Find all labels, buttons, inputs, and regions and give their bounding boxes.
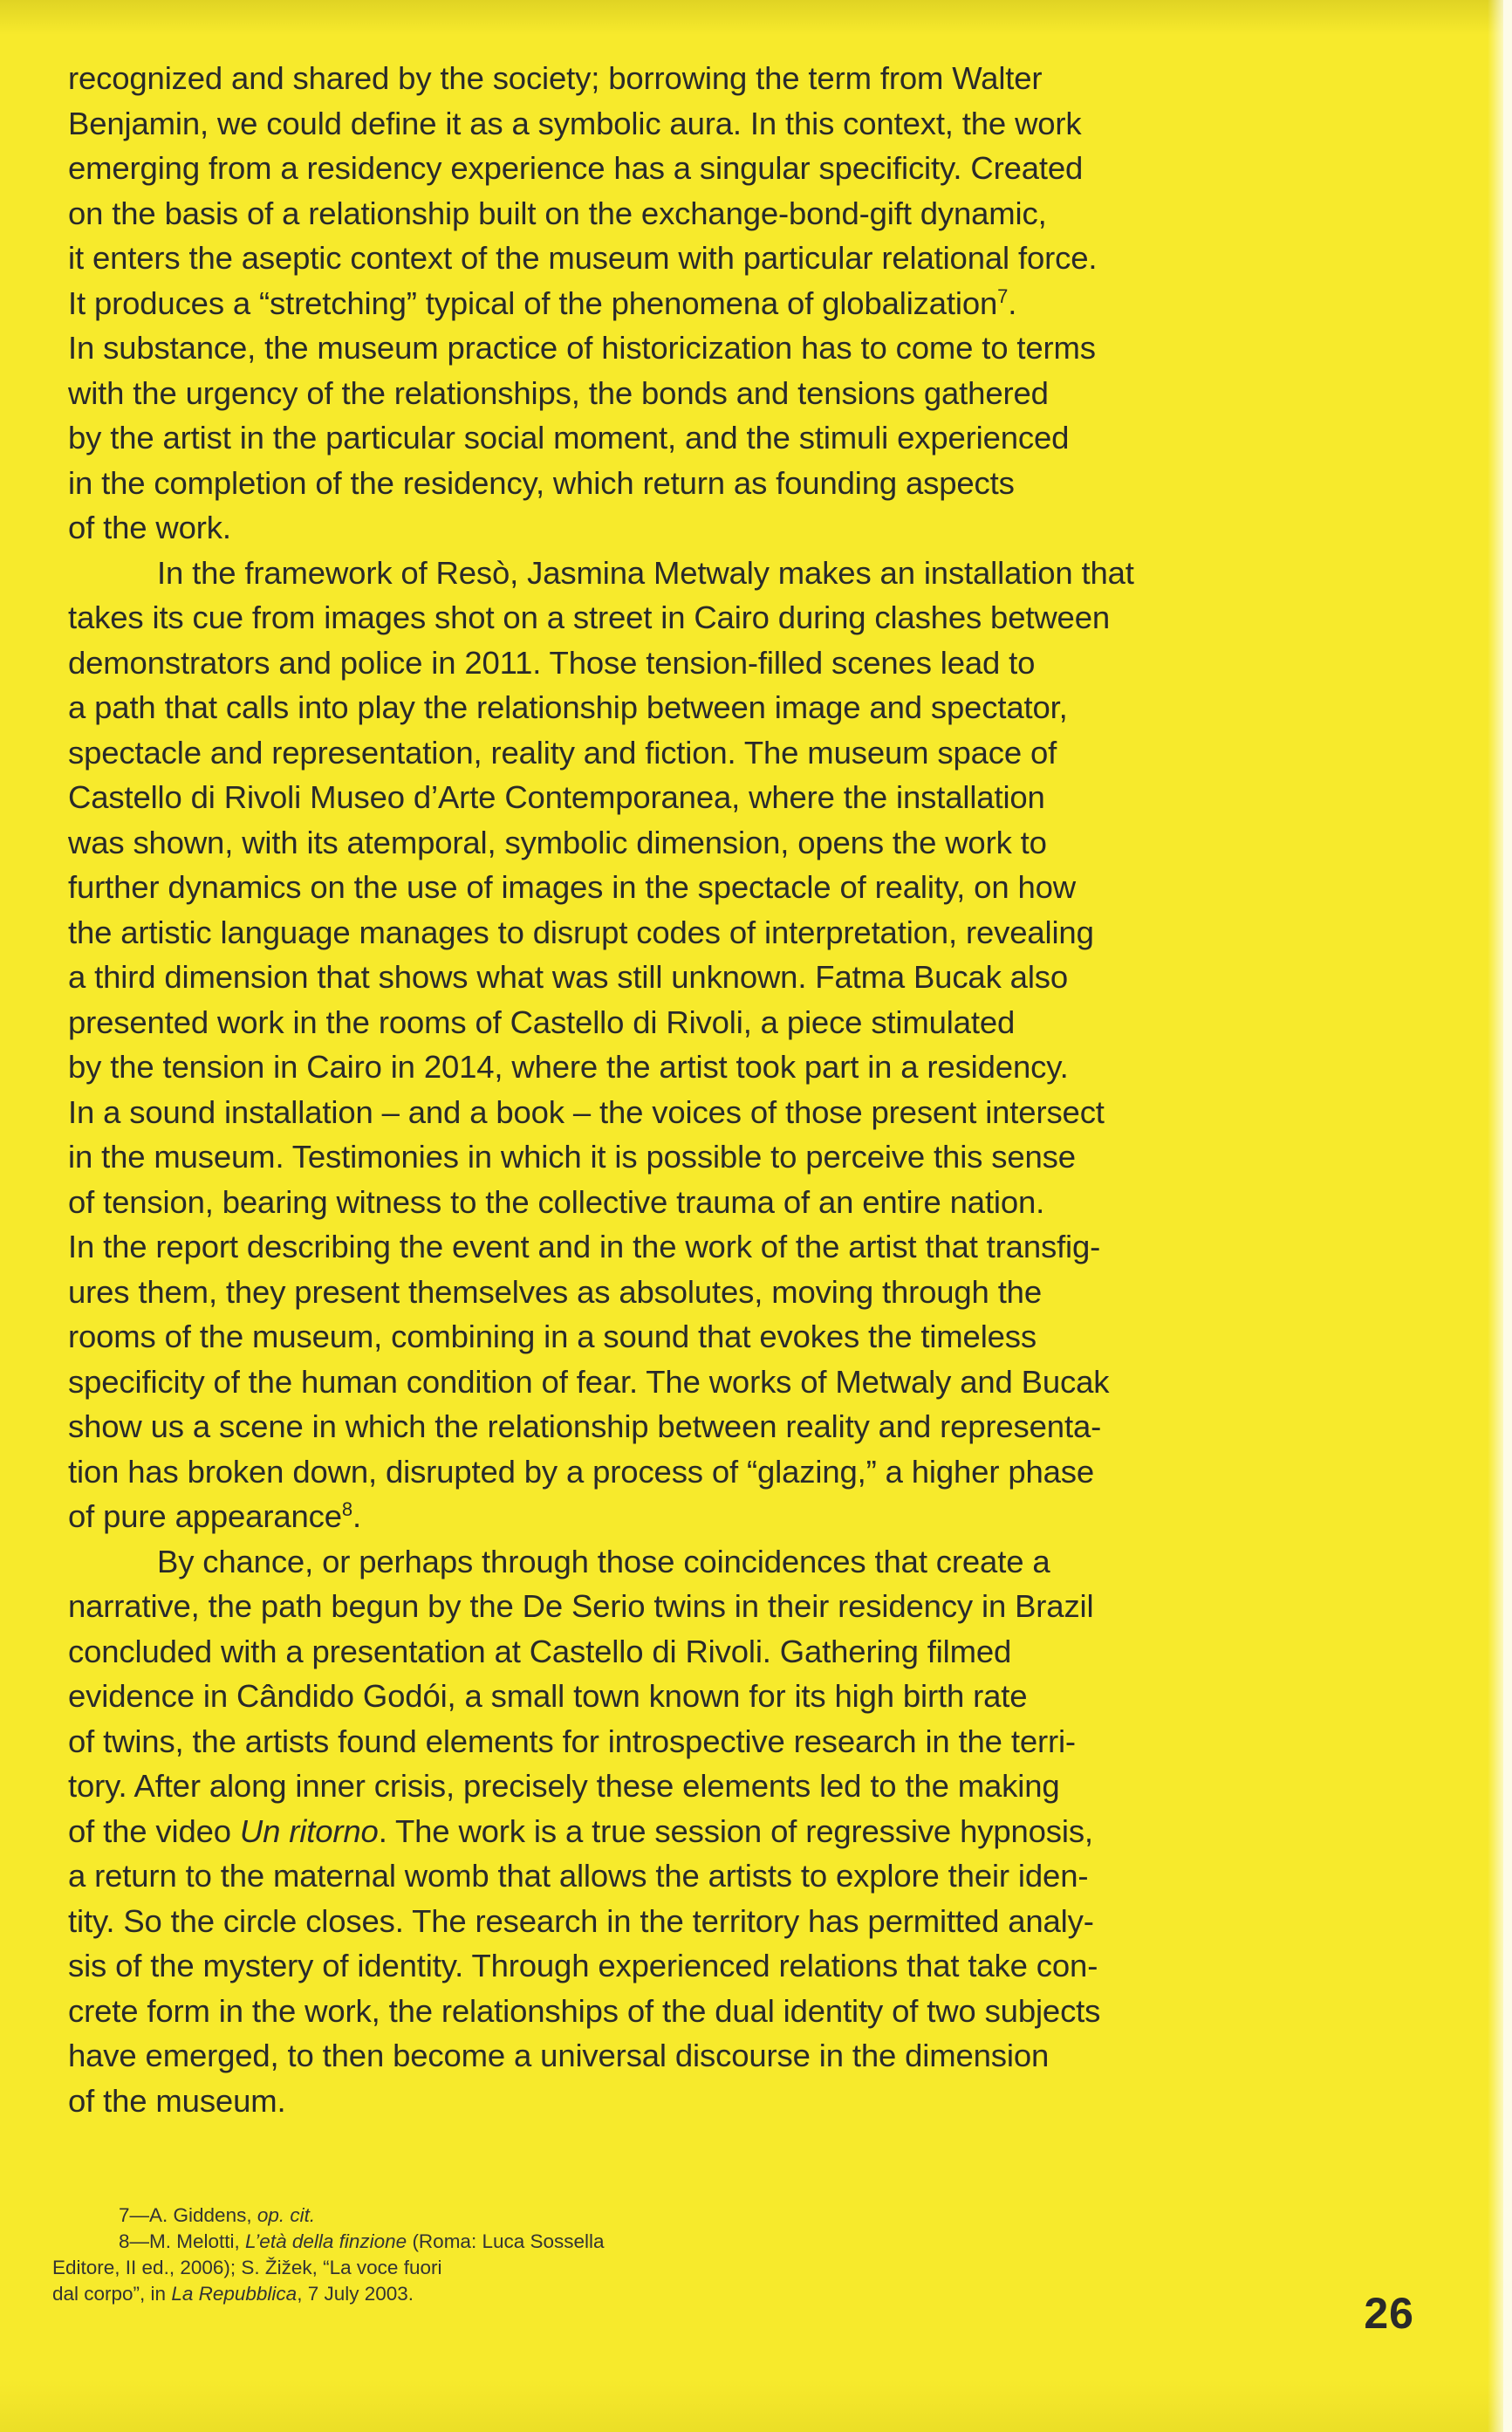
footnote-7 bbox=[52, 2203, 715, 2229]
footnote-italic: La Repubblica bbox=[171, 2283, 298, 2305]
body-line-text: of the video bbox=[68, 1812, 240, 1849]
footnote-italic: op. cit. bbox=[257, 2204, 316, 2226]
footnote-text: , 7 July 2003. bbox=[297, 2283, 414, 2305]
footnote-text: dal corpo”, in bbox=[52, 2283, 172, 2305]
body-line: have emerged, to then become a universal discourse in the dimension bbox=[68, 2038, 1050, 2073]
body-text bbox=[68, 56, 1237, 2123]
work-title: Un ritorno bbox=[239, 1812, 379, 1849]
footnotes bbox=[52, 2203, 715, 2307]
body-line: specificity of the human condition of fear. The works of Metwaly and Bucak bbox=[68, 1363, 1110, 1400]
body-line-text: It produces a “stretching” typical of the phenomena of globalization bbox=[68, 284, 998, 321]
body-line: show us a scene in which the relationship between reality and representa- bbox=[68, 1408, 1102, 1444]
footnote-italic: L’età della finzione bbox=[245, 2230, 407, 2252]
body-line: a path that calls into play the relationship between image and spectator, bbox=[68, 689, 1068, 725]
body-line: tion has broken down, disrupted by a process of “glazing,” a higher phase bbox=[68, 1453, 1095, 1490]
body-line: tity. So the circle closes. The research in the territory has permitted analy- bbox=[68, 1902, 1094, 1939]
body-line: further dynamics on the use of images in the spectacle of reality, on how bbox=[68, 869, 1076, 905]
body-line: evidence in Cândido Godói, a small town known for its high birth rate bbox=[68, 1678, 1028, 1714]
body-line: the artistic language manages to disrupt codes of interpretation, revealing bbox=[68, 914, 1094, 950]
body-line: tory. After along inner crisis, precisely these elements led to the making bbox=[68, 1768, 1060, 1804]
body-line: in the completion of the residency, which return as founding aspects bbox=[68, 464, 1015, 501]
body-line: of tension, bearing witness to the collective trauma of an entire nation. bbox=[68, 1183, 1045, 1220]
footnote-text: 7—A. Giddens, bbox=[119, 2204, 257, 2226]
body-line: In the report describing the event and in the work of the artist that transfig- bbox=[68, 1229, 1101, 1264]
body-line: by the tension in Cairo in 2014, where the artist took part in a residency. bbox=[68, 1049, 1069, 1085]
body-line-with-title bbox=[68, 1809, 1237, 1854]
footnote-8-line-2: Editore, II ed., 2006); S. Žižek, “La voce fuori bbox=[52, 2257, 442, 2278]
body-line-with-footnote: of pure appearance$^8$. bbox=[68, 1497, 361, 1534]
body-line: a third dimension that shows what was still unknown. Fatma Bucak also bbox=[68, 959, 1069, 995]
footnote-ref-7: 7 bbox=[997, 284, 1009, 307]
body-line: spectacle and representation, reality and fiction. The museum space of bbox=[68, 734, 1057, 771]
page-edge-strip bbox=[1503, 0, 1512, 2432]
body-line: sis of the mystery of identity. Through experienced relations that take con- bbox=[68, 1948, 1098, 1983]
body-line: concluded with a presentation at Castello di Rivoli. Gathering filmed bbox=[68, 1633, 1012, 1669]
body-line: in the museum. Testimonies in which it is possible to perceive this sense bbox=[68, 1139, 1076, 1175]
footnote-8-line-3 bbox=[52, 2281, 715, 2307]
body-line: crete form in the work, the relationships of the dual identity of two subjects bbox=[68, 1992, 1101, 2029]
body-line: presented work in the rooms of Castello di Rivoli, a piece stimulated bbox=[68, 1004, 1016, 1040]
page-shadow-bottom bbox=[0, 2380, 1512, 2432]
footnote-8 bbox=[52, 2229, 715, 2255]
body-line: of the work. bbox=[68, 510, 231, 545]
body-line: emerging from a residency experience has a singular specificity. Created bbox=[68, 150, 1084, 186]
body-line: In substance, the museum practice of historicization has to come to terms bbox=[68, 330, 1096, 366]
body-line-indent: By chance, or perhaps through those coincidences that create a bbox=[157, 1543, 1050, 1579]
body-line: In a sound installation – and a book – the voices of those present intersect bbox=[68, 1093, 1105, 1130]
body-line: of twins, the artists found elements for introspective research in the terri- bbox=[68, 1723, 1076, 1759]
body-line-text: . The work is a true session of regressive hypnosis, bbox=[378, 1812, 1093, 1849]
body-line: ures them, they present themselves as absolutes, moving through the bbox=[68, 1273, 1042, 1310]
body-line: Castello di Rivoli Museo d’Arte Contemporanea, where the installation bbox=[68, 779, 1045, 815]
body-line: with the urgency of the relationships, the bonds and tensions gathered bbox=[68, 374, 1049, 411]
body-line: recognized and shared by the society; borrowing the term from Walter bbox=[68, 60, 1043, 96]
footnote-text: 8—M. Melotti, bbox=[119, 2230, 246, 2252]
page-number: 26 bbox=[1364, 2289, 1414, 2338]
body-line: of the museum. bbox=[68, 2082, 286, 2119]
body-line: was shown, with its atemporal, symbolic dimension, opens the work to bbox=[68, 824, 1047, 860]
page-shadow-top bbox=[0, 0, 1512, 35]
footnote-ref-8: 8 bbox=[341, 1497, 352, 1520]
footnote-text: (Roma: Luca Sossella bbox=[407, 2230, 605, 2252]
body-line: demonstrators and police in 2011. Those tension-filled scenes lead to bbox=[68, 644, 1036, 681]
body-line: by the artist in the particular social moment, and the stimuli experienced bbox=[68, 420, 1070, 456]
body-line: a return to the maternal womb that allows the artists to explore their iden- bbox=[68, 1858, 1089, 1894]
body-line: rooms of the museum, combining in a sound that evokes the timeless bbox=[68, 1319, 1037, 1354]
body-line-with-footnote: It produces a “stretching” typical of the phenomena of globalization$^7$. bbox=[68, 284, 1017, 321]
body-line: narrative, the path begun by the De Serio twins in their residency in Brazil bbox=[68, 1588, 1094, 1624]
body-line-text: of pure appearance bbox=[68, 1498, 342, 1534]
body-line: on the basis of a relationship built on the exchange-bond-gift dynamic, bbox=[68, 195, 1047, 231]
body-line: it enters the aseptic context of the museum with particular relational force. bbox=[68, 240, 1098, 276]
body-line: takes its cue from images shot on a street in Cairo during clashes between bbox=[68, 599, 1111, 635]
body-line-indent: In the framework of Resò, Jasmina Metwaly makes an installation that bbox=[157, 554, 1134, 591]
body-line: Benjamin, we could define it as a symbolic aura. In this context, the work bbox=[68, 105, 1082, 141]
